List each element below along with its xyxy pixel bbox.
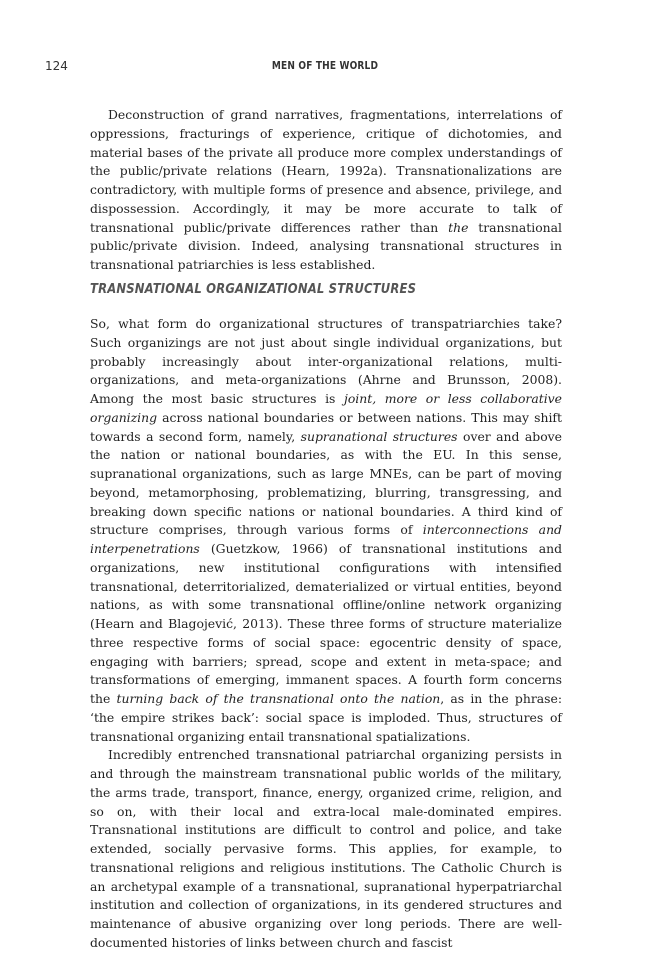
emphasis-text: the	[448, 219, 469, 235]
paragraph-text: across national boundaries or between nations. This may shift towards a second form, namely,	[90, 409, 562, 444]
section-heading: TRANSNATIONAL ORGANIZATIONAL STRUCTURES	[90, 281, 417, 297]
opening-paragraph	[90, 106, 562, 275]
emphasis-text: supranational structures	[300, 428, 458, 444]
section-body	[90, 315, 562, 953]
paragraph-text: Deconstruction of grand narratives, fragmentations, interrelations of oppressions, fracturings of experience, critique of dichotomies, and material bases of the private all produce more complex understandings of the public/private relations (Hearn, 1992a). Transnationalizations are contradictory, with multiple forms of presence and absence, privilege, and dispossession. Accordingly, it may be more accurate to talk of transnational public/private differences rather than	[90, 107, 562, 235]
paragraph	[90, 315, 562, 746]
paragraph-text: , as in the phrase: ‘the empire strikes back’: social space is imploded. Thus, structures of transnational organizing entail transnational spatializations.	[90, 691, 563, 744]
paragraph-text: over and above the nation or national boundaries, as with the EU. In this sense, supranational organizations, such as large MNEs, can be part of moving beyond, metamorphosing, problematizing, blurring, transgressing, and breaking down specific nations or national boundaries. A third kind of structure comprises, through various forms of	[90, 428, 562, 538]
paragraph-text: (Guetzkow, 1966) of transnational institutions and organizations, new institutional configurations with intensified transnational, deterritorialized, dematerialized or virtual entities, beyond nations, as with some transnational offline/online network organizing (Hearn and Blagojević, 2013). These three forms of structure materialize three respective forms of social space: egocentric density of space, engaging with barriers; spread, scope and extent in meta-space; and transformations of emerging, immanent spaces. A fourth form concerns the	[90, 541, 562, 706]
paragraph	[90, 746, 562, 952]
running-title: MEN OF THE WORLD	[271, 59, 379, 72]
paragraph-text: Incredibly entrenched transnational patriarchal organizing persists in and through the mainstream transnational public worlds of the military, the arms trade, transport, finance, energy, organized crime, religion, and so on, with their local and extra-local male-dominated empires. Transnational institutions are difficult to control and police, and take extended, socially pervasive forms. This applies, for example, to transnational religions and religious institutions. The Catholic Church is an archetypal example of a transnational, supranational hyperpatriarchal institution and collection of organizations, in its gendered structures and maintenance of abusive organizing over long periods. There are well-documented histories of links between church and fascist	[90, 747, 562, 950]
paragraph-text: So, what form do organizational structures of transpatriarchies take? Such organizings are not just about single individual organizations, but probably increasingly about inter-organizational relations, multi-organizations, and meta-organizations (Ahrne and Brunsson, 2008). Among the most basic structures is	[90, 316, 562, 406]
page-header	[0, 59, 650, 75]
paragraph-text: transnational public/private division. Indeed, analysing transnational structures in transnational patriarchies is less established.	[90, 219, 562, 272]
page-number: 124	[45, 59, 68, 73]
emphasis-text: turning back of the transnational onto the nation	[116, 691, 441, 706]
emphasis-text: interconnections and interpenetrations	[90, 522, 562, 556]
emphasis-text: joint, more or less collaborative organizing	[90, 391, 562, 425]
